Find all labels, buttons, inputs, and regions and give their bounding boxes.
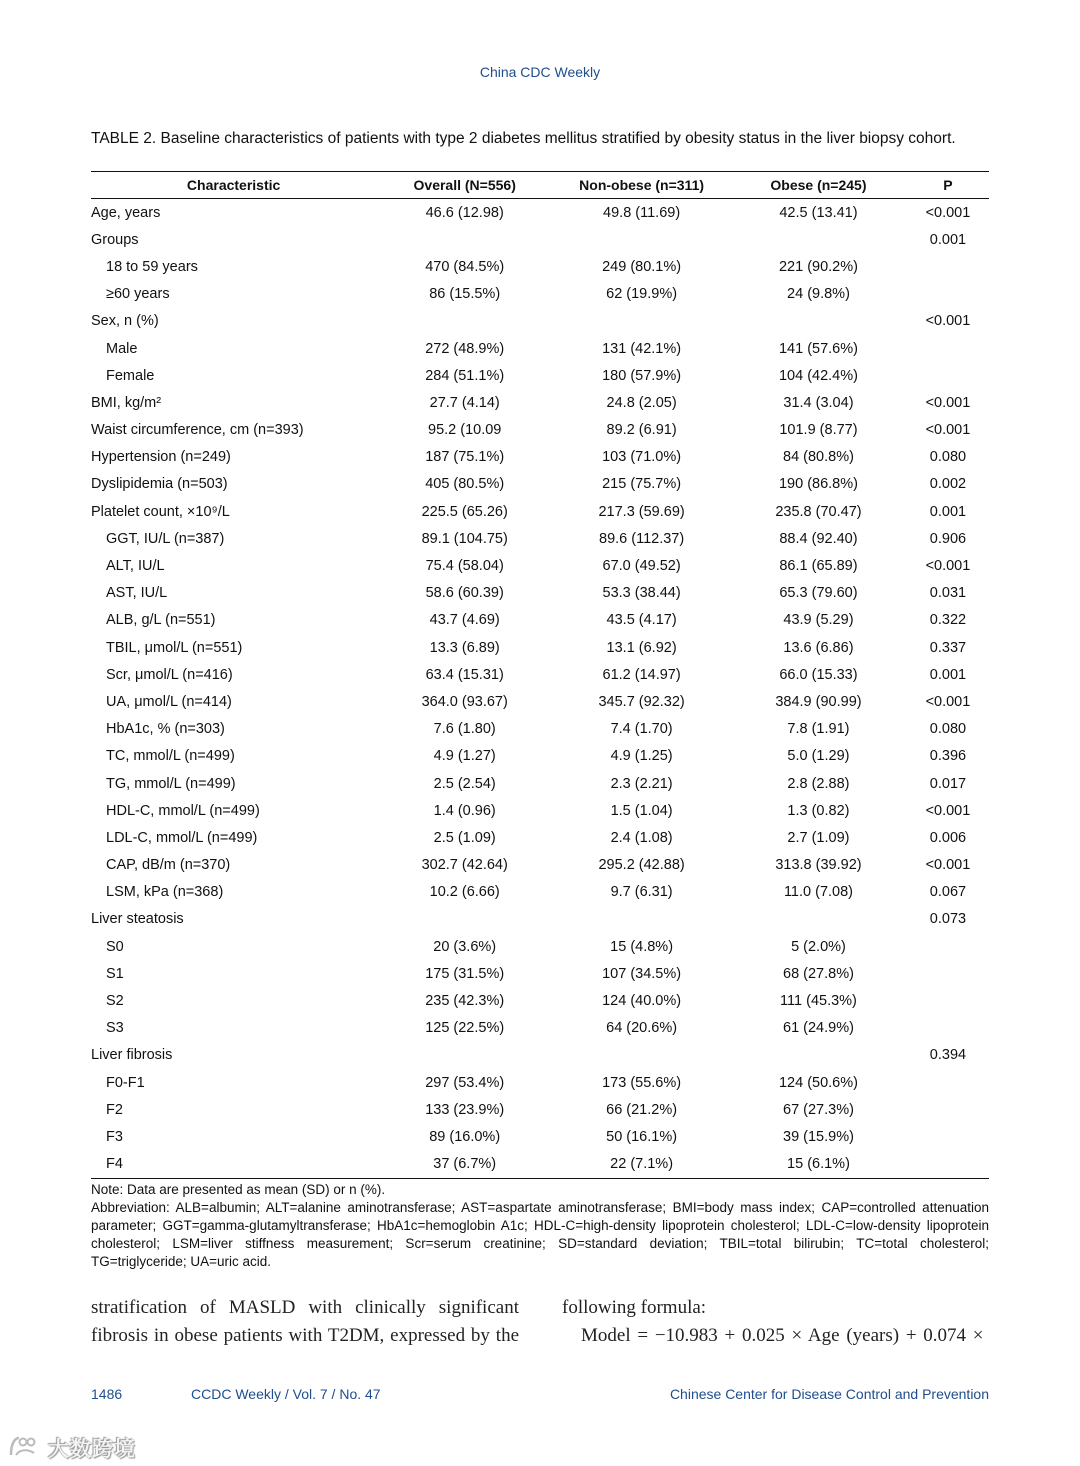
row-obese [730,226,907,253]
row-overall [376,906,553,933]
table-row [91,852,989,879]
row-obese: 141 (57.6%) [778,340,858,357]
row-overall: 1.4 (0.96) [433,802,496,819]
row-p-value: 0.001 [929,666,967,683]
row-nonobese: 89.2 (6.91) [606,422,677,439]
row-nonobese: 64 (20.6%) [606,1020,678,1037]
row-obese: 68 (27.8%) [783,965,854,982]
row-obese: 11.0 (7.08) [783,884,853,901]
row-nonobese: 15 (4.8%) [610,938,674,955]
row-obese: 15 (6.1%) [730,1151,907,1179]
row-p-value: 0.394 [929,1047,967,1064]
table-row [91,444,989,471]
row-p-value [907,1123,989,1150]
row-overall [376,1042,553,1069]
row-overall: 470 (84.5%) [425,258,505,275]
table-row [91,770,989,797]
watermark [8,1431,148,1461]
row-p-value: 0.906 [929,530,967,547]
row-obese: 1.3 (0.82) [787,802,850,819]
row-p-value: 0.002 [929,476,967,493]
row-characteristic: Platelet count, ×10⁹/L [91,503,230,520]
row-nonobese: 2.3 (2.21) [610,775,673,792]
row-characteristic: Male [106,340,138,357]
row-nonobese: 295.2 (42.88) [598,857,685,874]
row-obese: 24 (9.8%) [787,286,850,303]
table-row [91,389,989,416]
row-nonobese [553,906,730,933]
row-overall: 10.2 (6.66) [429,884,500,901]
row-p-value: 0.001 [929,503,967,520]
table-row [91,552,989,579]
row-characteristic: F0-F1 [106,1074,145,1091]
row-overall: 27.7 (4.14) [429,394,500,411]
table-header-row [91,172,989,199]
row-nonobese: 49.8 (11.69) [603,204,681,221]
row-p-value: 0.067 [929,884,967,901]
row-overall: 2.5 (1.09) [433,829,496,846]
row-characteristic: Groups [91,231,139,248]
row-obese: 42.5 (13.41) [779,204,858,221]
row-p-value: 0.080 [929,449,967,466]
row-obese [730,1042,907,1069]
row-overall: 7.6 (1.80) [433,721,496,738]
row-obese: 31.4 (3.04) [783,394,854,411]
row-nonobese: 2.4 (1.08) [610,829,673,846]
row-overall: 86 (15.5%) [429,286,501,303]
row-nonobese [553,308,730,335]
row-obese: 101.9 (8.77) [779,422,858,439]
row-characteristic: Liver steatosis [91,911,184,928]
table-row [91,1069,989,1096]
table-row [91,362,989,389]
row-characteristic: ≥60 years [106,286,170,303]
row-p-value: 0.031 [929,585,967,602]
row-nonobese: 124 (40.0%) [602,993,682,1010]
row-nonobese: 107 (34.5%) [602,965,682,982]
row-characteristic: TC, mmol/L (n=499) [106,748,235,765]
row-characteristic: Liver fibrosis [91,1047,173,1064]
formula-intro: following formula: [562,1297,707,1318]
row-nonobese: 103 (71.0%) [602,449,682,466]
row-overall: 89.1 (104.75) [421,530,508,547]
row-obese: 7.8 (1.91) [787,721,850,738]
table-row [91,797,989,824]
row-characteristic: Waist circumference, cm (n=393) [91,422,304,439]
row-characteristic: Female [106,367,155,384]
row-overall: 4.9 (1.27) [433,748,496,765]
row-characteristic: S2 [106,993,124,1010]
row-overall: 125 (22.5%) [425,1020,505,1037]
table-row [91,634,989,661]
row-p-value: 0.337 [929,639,967,656]
row-characteristic: S3 [106,1020,124,1037]
row-characteristic: Age, years [91,204,161,221]
row-characteristic: LSM, kPa (n=368) [106,884,224,901]
row-overall [376,226,553,253]
model-formula: Model = −10.983 + 0.025 × Age (years) + 0.074 × [581,1325,984,1346]
row-overall: 364.0 (93.67) [421,693,508,710]
row-overall: 284 (51.1%) [425,367,505,384]
header-p-value: P [907,172,989,199]
row-p-value [907,1151,989,1179]
row-characteristic: UA, μmol/L (n=414) [106,693,232,710]
row-obese: 111 (45.3%) [780,993,857,1010]
row-p-value: <0.001 [925,422,971,439]
table-row [91,226,989,253]
table-row [91,1151,989,1179]
row-p-value [907,1069,989,1096]
table-row [91,661,989,688]
row-nonobese: 249 (80.1%) [602,258,682,275]
row-nonobese: 53.3 (38.44) [602,585,681,602]
row-characteristic: AST, IU/L [106,585,168,602]
table-note: Note: Data are presented as mean (SD) or n (%). [91,1182,386,1197]
table-row [91,498,989,525]
watermark-logo-icon [8,1433,44,1459]
row-nonobese [553,226,730,253]
row-overall: 89 (16.0%) [429,1128,501,1145]
baseline-table [91,171,989,1179]
row-overall: 58.6 (60.39) [425,585,504,602]
row-obese: 39 (15.9%) [783,1128,854,1145]
table-row [91,987,989,1014]
row-obese: 67 (27.3%) [783,1101,854,1118]
row-p-value: <0.001 [925,693,971,710]
row-nonobese: 173 (55.6%) [602,1074,682,1091]
row-p-value [907,933,989,960]
row-obese [730,308,907,335]
row-overall: 302.7 (42.64) [421,857,508,874]
row-overall: 225.5 (65.26) [421,503,508,520]
row-overall: 20 (3.6%) [433,938,497,955]
row-obese [730,906,907,933]
row-characteristic: GGT, IU/L (n=387) [106,530,225,547]
row-overall: 95.2 (10.09 [428,422,502,439]
row-nonobese: 89.6 (112.37) [599,530,685,547]
header-obese: Obese (n=245) [730,172,907,199]
row-p-value: <0.001 [925,558,971,575]
row-characteristic: BMI, kg/m² [91,394,162,411]
table-row [91,1042,989,1069]
row-p-value [907,335,989,362]
row-nonobese: 13.1 (6.92) [606,639,677,656]
header-characteristic: Characteristic [91,172,376,199]
row-p-value: 0.322 [929,612,967,629]
row-overall: 2.5 (2.54) [433,775,496,792]
table-row [91,308,989,335]
row-characteristic: Scr, μmol/L (n=416) [106,666,233,683]
row-characteristic: ALB, g/L (n=551) [106,612,216,629]
table-row [91,688,989,715]
body-text-right [562,1294,990,1350]
row-obese: 104 (42.4%) [778,367,858,384]
row-obese: 66.0 (15.33) [779,666,858,683]
table-row [91,199,989,227]
row-overall: 43.7 (4.69) [429,612,500,629]
row-nonobese: 4.9 (1.25) [610,748,673,765]
table-caption: TABLE 2. Baseline characteristics of patients with type 2 diabetes mellitus stratified by obesity status in the liver biopsy cohort. [91,130,956,147]
row-obese: 124 (50.6%) [778,1074,858,1091]
row-p-value: 0.006 [929,829,967,846]
row-characteristic: S1 [106,965,124,982]
row-nonobese: 217.3 (59.69) [598,503,685,520]
row-characteristic: LDL-C, mmol/L (n=499) [106,829,258,846]
table-row [91,1015,989,1042]
row-overall: 297 (53.4%) [425,1074,505,1091]
row-overall: 235 (42.3%) [425,993,505,1010]
publisher-name: Chinese Center for Disease Control and Prevention [669,1386,989,1402]
row-p-value: 0.396 [929,748,967,765]
row-p-value: 0.001 [929,231,967,248]
table-notes [91,1181,989,1271]
page-number: 1486 [91,1386,123,1402]
row-p-value [907,362,989,389]
row-overall: 37 (6.7%) [376,1151,553,1179]
row-overall: 63.4 (15.31) [425,666,504,683]
row-nonobese: 7.4 (1.70) [610,721,673,738]
table-row [91,824,989,851]
row-characteristic: F3 [106,1128,123,1145]
table-row [91,1096,989,1123]
table-row [91,471,989,498]
row-obese: 221 (90.2%) [778,258,858,275]
table-row [91,417,989,444]
table-row [91,743,989,770]
row-nonobese: 345.7 (92.32) [598,693,685,710]
table-row [91,335,989,362]
row-characteristic: HbA1c, % (n=303) [106,721,225,738]
table-row [91,607,989,634]
row-characteristic: 18 to 59 years [106,258,198,275]
row-nonobese: 9.7 (6.31) [610,884,673,901]
table-row [91,580,989,607]
row-obese: 65.3 (79.60) [779,585,858,602]
table-row [91,716,989,743]
row-p-value: <0.001 [925,313,971,330]
row-obese: 190 (86.8%) [778,476,858,493]
row-characteristic: Hypertension (n=249) [91,449,231,466]
row-nonobese: 24.8 (2.05) [606,394,677,411]
row-overall: 405 (80.5%) [425,476,505,493]
row-characteristic: ALT, IU/L [106,558,165,575]
row-nonobese: 131 (42.1%) [602,340,682,357]
row-obese: 2.7 (1.09) [787,829,850,846]
row-obese: 235.8 (70.47) [775,503,862,520]
row-obese: 2.8 (2.88) [787,775,850,792]
row-nonobese: 22 (7.1%) [553,1151,730,1179]
table-row [91,879,989,906]
table-row [91,253,989,280]
row-obese: 61 (24.9%) [783,1020,854,1037]
header-nonobese: Non-obese (n=311) [553,172,730,199]
row-nonobese: 1.5 (1.04) [610,802,673,819]
journal-header: China CDC Weekly [479,64,601,80]
row-characteristic: TG, mmol/L (n=499) [106,775,236,792]
row-characteristic: CAP, dB/m (n=370) [106,857,231,874]
table-row [91,960,989,987]
table-row [91,281,989,308]
row-obese: 43.9 (5.29) [783,612,854,629]
journal-volume: CCDC Weekly / Vol. 7 / No. 47 [191,1386,381,1402]
row-characteristic: Dyslipidemia (n=503) [91,476,228,493]
row-obese: 313.8 (39.92) [775,857,862,874]
row-overall [376,308,553,335]
row-characteristic: TBIL, μmol/L (n=551) [106,639,243,656]
row-characteristic: F2 [106,1101,123,1118]
row-characteristic: S0 [106,938,124,955]
row-overall: 187 (75.1%) [425,449,505,466]
row-p-value: <0.001 [925,204,971,221]
row-p-value [907,987,989,1014]
row-nonobese: 43.5 (4.17) [606,612,677,629]
row-obese: 5.0 (1.29) [787,748,850,765]
row-p-value [907,1096,989,1123]
row-nonobese: 180 (57.9%) [602,367,682,384]
row-overall: 46.6 (12.98) [425,204,504,221]
row-overall: 133 (23.9%) [425,1101,505,1118]
row-obese: 84 (80.8%) [783,449,854,466]
row-p-value [907,960,989,987]
table-row [91,525,989,552]
header-overall: Overall (N=556) [376,172,553,199]
row-nonobese: 62 (19.9%) [606,286,678,303]
row-overall: 272 (48.9%) [425,340,505,357]
row-characteristic: HDL-C, mmol/L (n=499) [106,802,260,819]
row-p-value: <0.001 [925,857,971,874]
row-nonobese: 215 (75.7%) [602,476,682,493]
row-overall: 13.3 (6.89) [429,639,500,656]
row-p-value: <0.001 [925,394,971,411]
row-p-value: 0.073 [929,911,967,928]
watermark-text: 大数跨境 [48,1437,136,1461]
body-text-left: stratification of MASLD with clinically significant fibrosis in obese patients with T2DM, expressed by the [91,1297,519,1346]
table-row [91,906,989,933]
row-p-value: 0.017 [929,775,967,792]
row-p-value: <0.001 [925,802,971,819]
row-obese: 88.4 (92.40) [779,530,858,547]
row-overall: 175 (31.5%) [425,965,505,982]
row-overall: 75.4 (58.04) [425,558,504,575]
row-p-value [907,1015,989,1042]
row-obese: 86.1 (65.89) [779,558,858,575]
table-abbreviations: Abbreviation: ALB=albumin; ALT=alanine aminotransferase; AST=aspartate aminotransferase; BMI=body mass index; CAP=controlled attenuation parameter; GGT=gamma-glutamyltransferase; HbA1c=hemoglobin A1c; HDL-C=high-density lipoprotein cholesterol; LDL-C=low-density lipoprotein cholesterol; LSM=liver stiffness measurement; Scr=serum creatinine; SD=standard deviation; TBIL=total bilirubin; TC=total cholesterol; TG=triglyceride; UA=uric acid. [91,1200,989,1269]
table-row [91,933,989,960]
row-nonobese [553,1042,730,1069]
row-nonobese: 67.0 (49.52) [602,558,681,575]
row-p-value [907,281,989,308]
row-obese: 13.6 (6.86) [783,639,854,656]
row-obese: 5 (2.0%) [791,938,846,955]
row-nonobese: 61.2 (14.97) [602,666,681,683]
row-p-value [907,253,989,280]
row-nonobese: 50 (16.1%) [606,1128,678,1145]
row-p-value: 0.080 [929,721,967,738]
row-characteristic: F4 [91,1151,376,1179]
row-nonobese: 66 (21.2%) [606,1101,678,1118]
row-characteristic: Sex, n (%) [91,313,159,330]
table-row [91,1123,989,1150]
row-obese: 384.9 (90.99) [775,693,862,710]
